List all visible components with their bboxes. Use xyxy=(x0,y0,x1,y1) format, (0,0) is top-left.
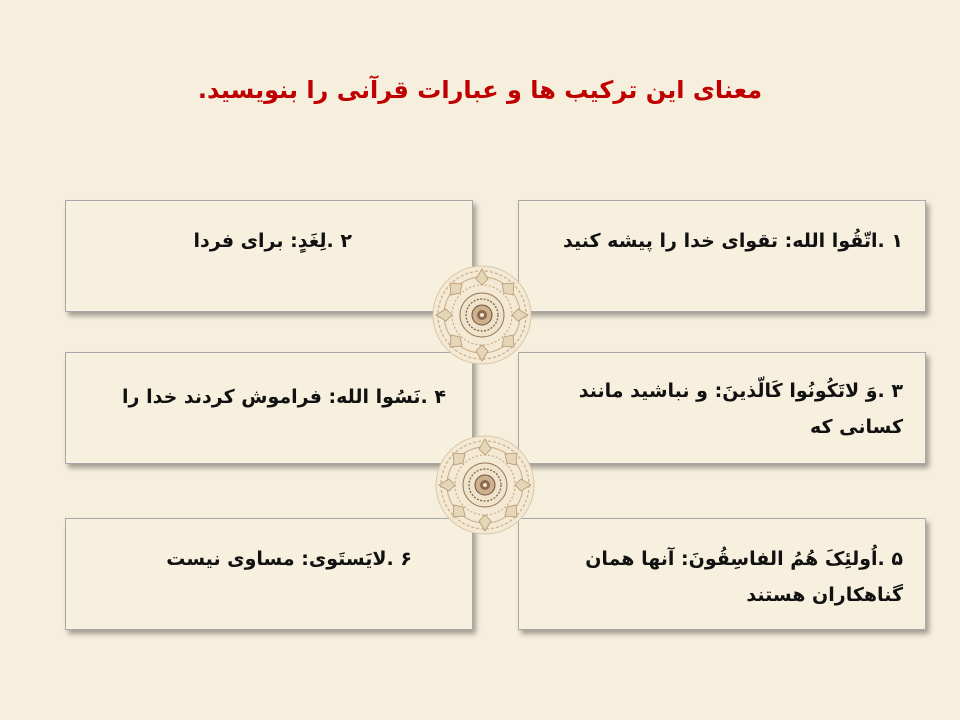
slide-title: معنای این ترکیب ها و عبارات قرآنی را بنویسید. xyxy=(197,76,763,104)
mandala-ornament-icon xyxy=(432,265,532,365)
item-card-1: ۱ .اتّقُوا الله: تقوای خدا را پیشه کنید xyxy=(518,200,926,312)
item-card-6: ۶ .لایَستَوی: مساوی نیست xyxy=(65,518,473,630)
item-card-2: ۲ .لِغَدٍ: برای فردا xyxy=(65,200,473,312)
item-card-4: ۴ .نَسُوا الله: فراموش کردند خدا را xyxy=(65,352,473,464)
mandala-ornament-icon xyxy=(435,435,535,535)
item-card-3: ۳ .وَ لاتَکُونُوا کَالّذینَ: و نباشید مانند کسانی که xyxy=(518,352,926,464)
item-card-5: ۵ .اُولئِکَ هُمُ الفاسِقُونَ: آنها همان گناهکاران هستند xyxy=(518,518,926,630)
